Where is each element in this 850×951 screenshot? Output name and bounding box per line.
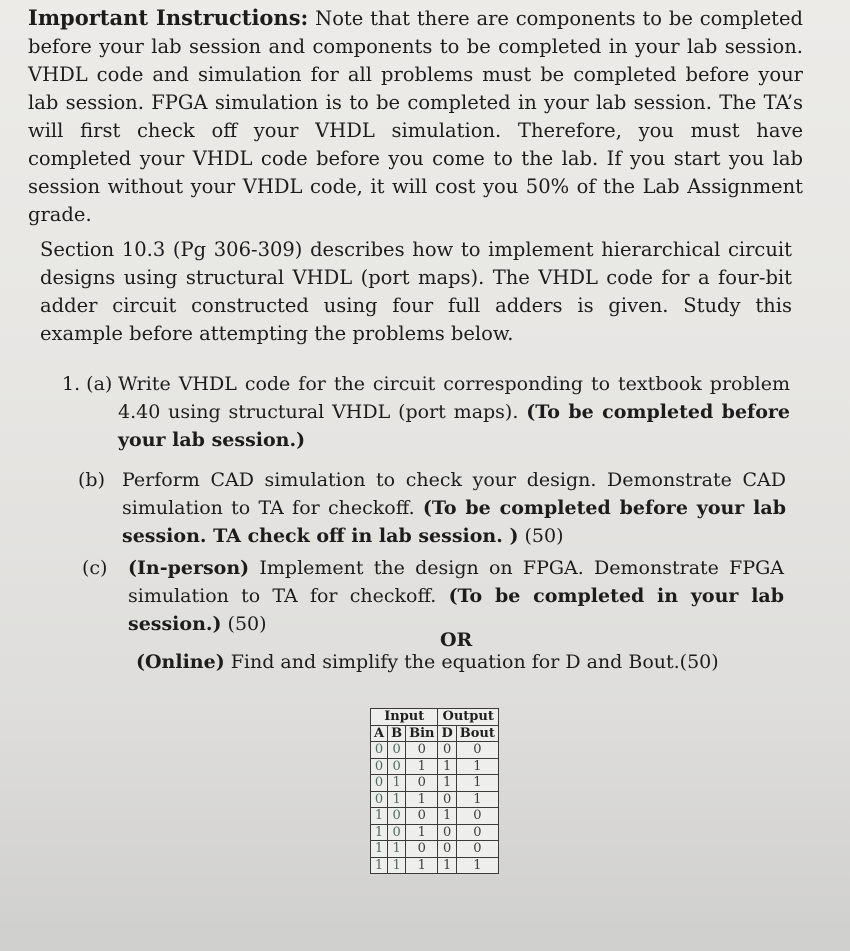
table-cell: 0: [406, 841, 438, 858]
table-cell: 0: [371, 742, 388, 759]
truth-table-col-bout: Bout: [456, 725, 498, 742]
problem-1b-body: Perform CAD simulation to check your design. Demonstrate CAD simulation to TA for checkoff.: [122, 469, 786, 519]
problem-1b-text: [122, 466, 786, 550]
table-cell: 1: [438, 857, 456, 874]
table-cell: 1: [438, 758, 456, 775]
truth-table-col-bin: Bin: [406, 725, 438, 742]
or-separator: OR: [440, 629, 473, 651]
table-cell: 0: [371, 758, 388, 775]
problem-1a-number: 1. (a): [62, 373, 113, 395]
table-cell: 0: [388, 758, 406, 775]
table-cell: 1: [371, 857, 388, 874]
table-cell: 0: [438, 824, 456, 841]
problem-1c-body: Implement the design on FPGA. Demonstrate FPGA simulation to TA for checkoff.: [128, 557, 785, 607]
problem-1a-deadline: (To be completed before your lab session.): [118, 401, 790, 451]
table-cell: 1: [388, 775, 406, 792]
table-row: [371, 857, 499, 874]
table-cell: 0: [406, 808, 438, 825]
table-cell: 1: [388, 791, 406, 808]
problem-1c-points: (50): [227, 613, 267, 635]
table-cell: 1: [456, 758, 498, 775]
table-cell: 0: [456, 808, 498, 825]
table-cell: 1: [406, 791, 438, 808]
online-option: [136, 648, 736, 676]
table-cell: 1: [438, 808, 456, 825]
table-cell: 0: [456, 742, 498, 759]
online-mode: (Online): [136, 651, 225, 673]
table-row: [371, 775, 499, 792]
table-cell: 1: [371, 808, 388, 825]
table-cell: 1: [388, 841, 406, 858]
table-cell: 1: [406, 758, 438, 775]
table-cell: 0: [388, 824, 406, 841]
section-intro: Section 10.3 (Pg 306-309) describes how to implement hierarchical circuit designs using structural VHDL (port maps). The VHDL code for a four-bit adder circuit constructed using four full adders is given. Study this example before attempting the problems below.: [40, 238, 792, 345]
problem-1c-mode: (In-person): [128, 557, 250, 579]
table-cell: 0: [456, 841, 498, 858]
table-cell: 1: [406, 824, 438, 841]
online-body: Find and simplify the equation for D and Bout.: [230, 651, 680, 673]
important-body: Note that there are components to be completed before your lab session and components to be completed in your lab session. VHDL code and simulation for all problems must be completed before your lab session. FPGA simulation is to be completed in your lab session. The TA’s will first check off your VHDL simulation. Therefore, you must have completed your VHDL code before you come to the lab. If you start you lab session without your VHDL code, it will cost you 50% of the Lab Assignment grade.: [28, 7, 803, 226]
truth-table-col-d: D: [438, 725, 456, 742]
problem-1b: [78, 466, 788, 556]
table-cell: 0: [371, 791, 388, 808]
table-cell: 0: [406, 742, 438, 759]
table-cell: 0: [438, 742, 456, 759]
truth-table: [370, 708, 499, 874]
table-cell: 0: [406, 775, 438, 792]
important-instructions: [28, 4, 803, 229]
problem-1b-deadline: (To be completed before your lab session. TA check off in lab session. ): [122, 497, 786, 547]
table-cell: 1: [456, 857, 498, 874]
truth-table-column-row: [371, 725, 499, 742]
truth-table-input-header: Input: [371, 709, 438, 726]
table-row: [371, 808, 499, 825]
truth-table-group-row: [371, 709, 499, 726]
problem-1a-body: Write VHDL code for the circuit corresponding to textbook problem 4.40 using structural VHDL (port maps).: [118, 373, 790, 423]
table-cell: 0: [388, 808, 406, 825]
truth-table-col-a: A: [371, 725, 388, 742]
table-row: [371, 791, 499, 808]
problem-1a-text: [118, 370, 790, 454]
important-lead: Important Instructions:: [28, 5, 309, 30]
table-row: [371, 742, 499, 759]
table-cell: 1: [388, 857, 406, 874]
table-row: [371, 841, 499, 858]
problem-1a: [62, 370, 792, 460]
table-cell: 1: [371, 824, 388, 841]
table-cell: 1: [406, 857, 438, 874]
truth-table-body: [371, 742, 499, 874]
problem-1b-label: (b): [78, 469, 105, 491]
problem-1c: [82, 554, 788, 634]
table-row: [371, 758, 499, 775]
table-cell: 1: [371, 841, 388, 858]
table-cell: 0: [438, 791, 456, 808]
table-row: [371, 824, 499, 841]
problem-1c-label: (c): [82, 557, 108, 579]
table-cell: 1: [456, 791, 498, 808]
table-cell: 0: [438, 841, 456, 858]
table-cell: 0: [371, 775, 388, 792]
truth-table-output-header: Output: [438, 709, 498, 726]
online-points: (50): [679, 651, 719, 673]
table-cell: 1: [438, 775, 456, 792]
table-cell: 0: [456, 824, 498, 841]
table-cell: 1: [456, 775, 498, 792]
table-cell: 0: [388, 742, 406, 759]
problem-1b-points: (50): [524, 525, 564, 547]
truth-table-col-b: B: [388, 725, 406, 742]
problem-1c-deadline: (To be completed in your lab session.): [128, 585, 785, 635]
